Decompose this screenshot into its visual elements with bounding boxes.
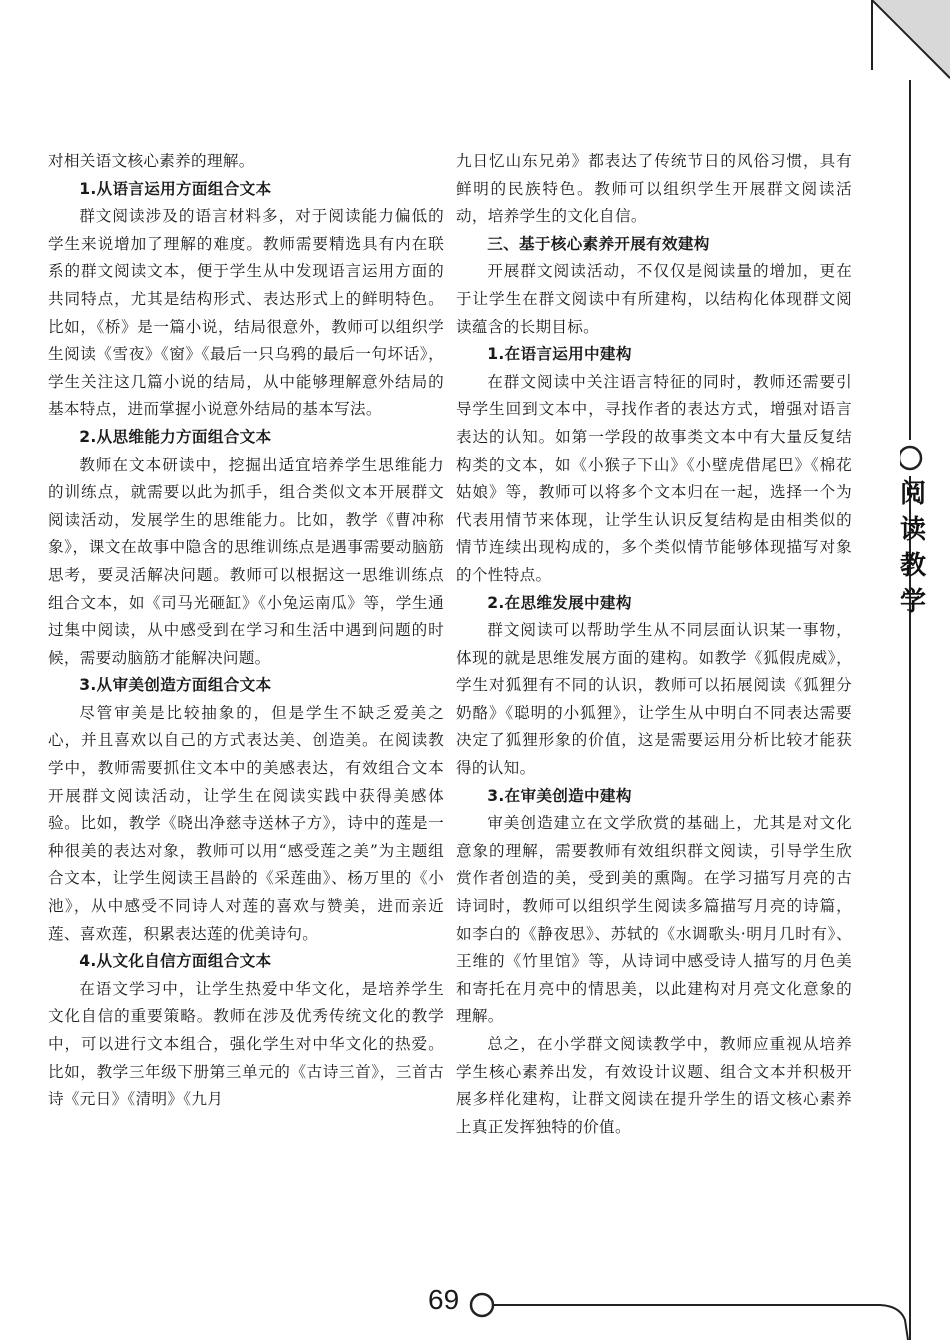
title-char: 学: [899, 587, 926, 617]
subheading: 1.从语言运用方面组合文本: [79, 179, 272, 198]
subheading: 3.在审美创造中建构: [487, 786, 632, 805]
subheading: 2.从思维能力方面组合文本: [79, 427, 272, 446]
paragraph: 群文阅读可以帮助学生从不同层面认识某一事物，体现的就是思维发展方面的建构。如教学《狐假虎威》，学生对狐狸有不同的认识，教师可以拓展阅读《狐狸分奶酪》《聪明的小狐狸》，让学生从中明白不同表达需要决定了狐狸形象的价值，这是需要运用分析比较才能获得的认知。: [456, 621, 852, 778]
paragraph: 对相关语文核心素养的理解。: [48, 152, 255, 170]
paragraph: 群文阅读涉及的语言材料多，对于阅读能力偏低的学生来说增加了理解的难度。教师需要精选具有内在联系的群文阅读文本，便于学生从中发现语言运用方面的共同特点，尤其是结构形式、表达形式上的鲜明特色。比如，《桥》是一篇小说，结局很意外，教师可以组织学生阅读《雪夜》《窗》《最后一只乌鸦的最后一句坏话》，学生关注这几篇小说的结局，从中能够理解意外结局的基本特点，进而掌握小说意外结局的基本写法。: [48, 207, 444, 419]
page-number: 69: [428, 1284, 460, 1315]
paragraph: 尽管审美是比较抽象的，但是学生不缺乏爱美之心，并且喜欢以自己的方式表达美、创造美。在阅读教学中，教师需要抓住文本中的美感表达，有效组合文本开展群文阅读活动，让学生在阅读实践中获得美感体验。比如，教学《晓出净慈寺送林子方》，诗中的莲是一种很美的表达对象，教师可以用“感受莲之美”为主题组合文本，让学生阅读王昌龄的《采莲曲》、杨万里的《小池》，从中感受不同诗人对莲的喜欢与赞美，进而亲近莲、喜欢莲，积累表达莲的优美诗句。: [48, 703, 444, 943]
title-char: 读: [899, 515, 926, 545]
title-char: 教: [899, 551, 926, 581]
section-heading: 三、基于核心素养开展有效建构: [487, 234, 710, 253]
subheading: 3.从审美创造方面组合文本: [79, 676, 272, 695]
title-char: 阅: [899, 479, 926, 509]
paragraph: 教师在文本研读中，挖掘出适宜培养学生思维能力的训练点，就需要以此为抓手，组合类似文本开展群文阅读活动，发展学生的思维能力。比如，教学《曹冲称象》，课文在故事中隐含的思维训练点是遇事需要动脑筋思考，要灵活解决问题。教师可以根据这一思维训练点组合文本，如《司马光砸缸》《小兔运南瓜》等，学生通过集中阅读，从中感受到在学习和生活中遇到问题的时候，需要动脑筋才能解决问题。: [48, 455, 444, 667]
section-title-vertical: [888, 476, 938, 620]
side-rule: [900, 80, 950, 1340]
subheading: 4.从文化自信方面组合文本: [79, 952, 272, 971]
paragraph: 总之，在小学群文阅读教学中，教师应重视从培养学生核心素养出发，有效设计议题、组合文本并积极开展多样化建构，让群文阅读在提升学生的语文核心素养上真正发挥独特的价值。: [456, 1035, 852, 1136]
paragraph: 九日忆山东兄弟》都表达了传统节日的风俗习惯，具有鲜明的民族特色。教师可以组织学生开展群文阅读活动，培养学生的文化自信。: [456, 152, 852, 226]
footer-rule: [0, 1280, 950, 1340]
paragraph: 在群文阅读中关注语言特征的同时，教师还需要引导学生回到文本中，寻找作者的表达方式，增强对语言表达的认知。如第一学段的故事类文本中有大量反复结构类的文本，如《小猴子下山》《小壁虎借尾巴》《棉花姑娘》等，教师可以将多个文本归在一起，选择一个为代表用情节来体现，让学生认识反复结构是由相类似的情节连续出现构成的，多个类似情节能够体现描写对象的个性特点。: [456, 372, 852, 584]
right-column: [456, 148, 852, 1141]
paragraph: 在语文学习中，让学生热爱中华文化，是培养学生文化自信的重要策略。教师在涉及优秀传统文化的教学中，可以进行文本组合，强化学生对中华文化的热爱。比如，教学三年级下册第三单元的《古诗三首》，三首古诗《元日》《清明》《九月: [48, 979, 444, 1109]
corner-decoration: [850, 0, 950, 80]
subheading: 1.在语言运用中建构: [487, 345, 632, 364]
subheading: 2.在思维发展中建构: [487, 593, 632, 612]
left-column: [48, 148, 444, 1114]
paragraph: 审美创造建立在文学欣赏的基础上，尤其是对文化意象的理解，需要教师有效组织群文阅读，引导学生欣赏作者创造的美，受到美的熏陶。在学习描写月亮的古诗词时，教师可以组织学生阅读多篇描写月亮的诗篇，如李白的《静夜思》、苏轼的《水调歌头·明月几时有》、王维的《竹里馆》等，从诗词中感受诗人描写的月色美和寄托在月亮中的情思美，以此建构对月亮文化意象的理解。: [456, 814, 852, 1026]
paragraph: 开展群文阅读活动，不仅仅是阅读量的增加，更在于让学生在群文阅读中有所建构，以结构化体现群文阅读蕴含的长期目标。: [456, 262, 852, 336]
